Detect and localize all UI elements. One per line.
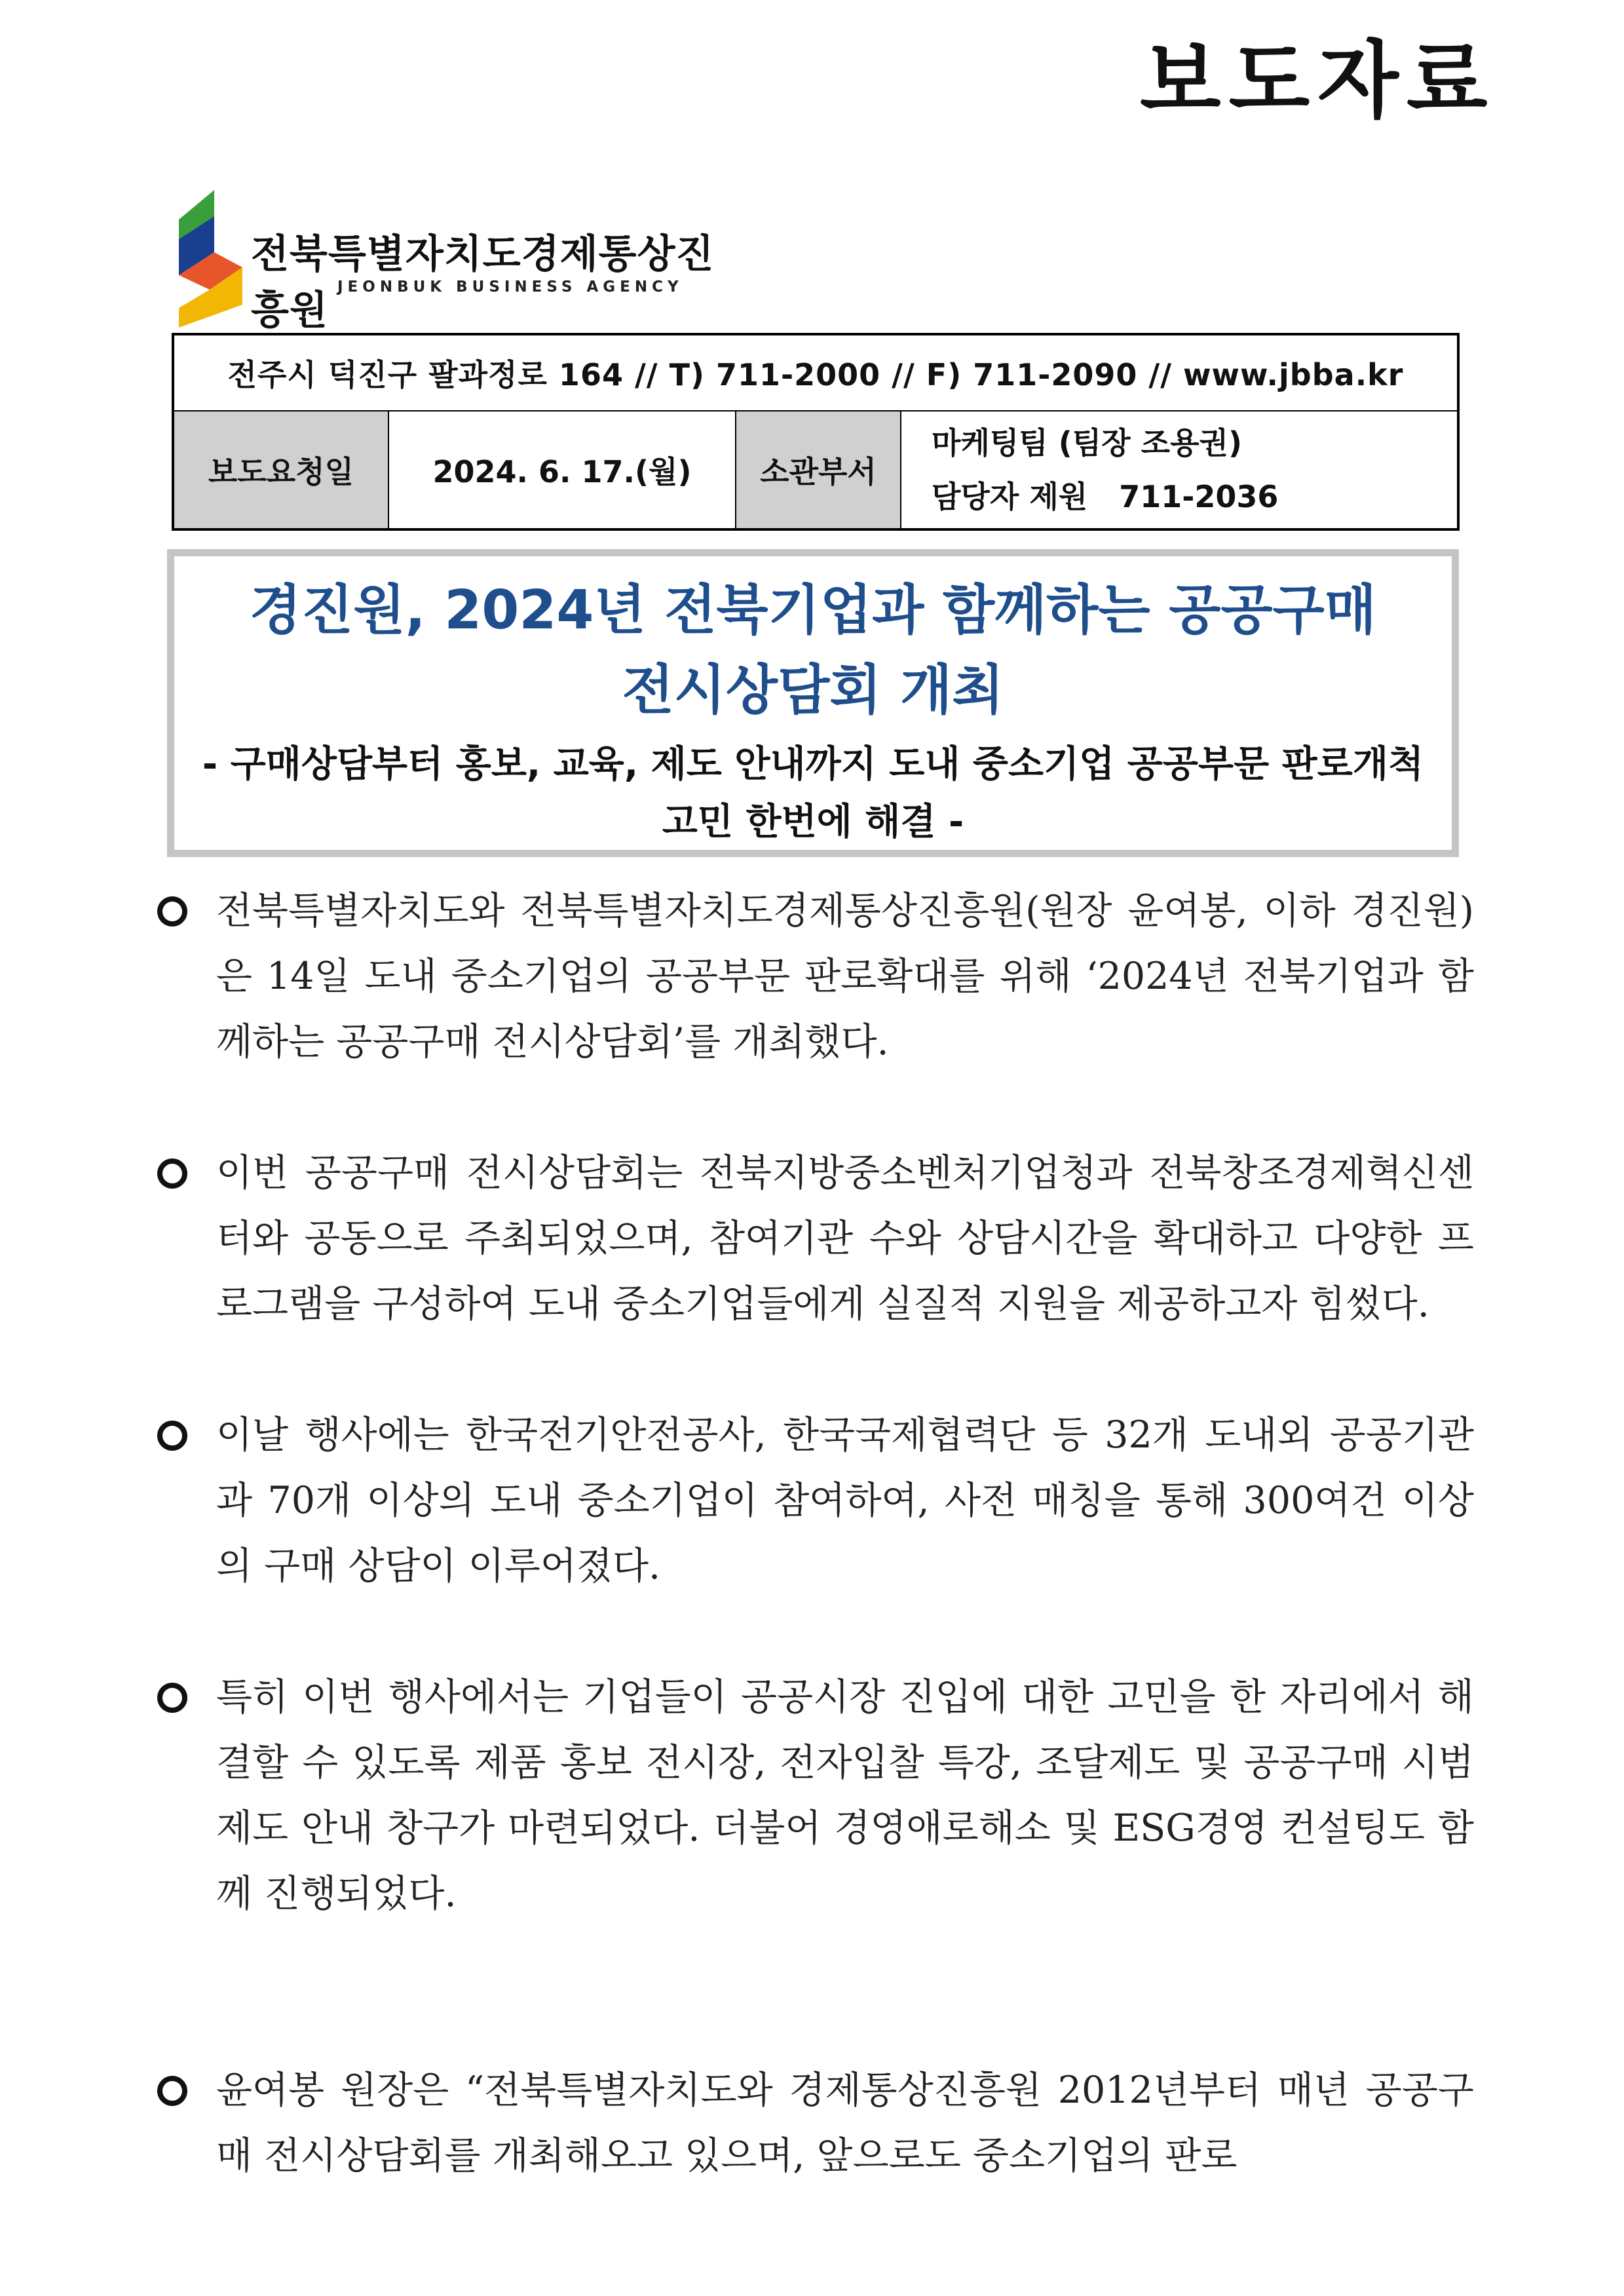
dept-label: 소관부서 bbox=[736, 411, 901, 529]
contact-line: 전주시 덕진구 팔과정로 164 // T) 711-2000 // F) 711-2090 // www.jbba.kr bbox=[173, 334, 1458, 411]
subheadline-line-2: 고민 한번에 해결 - bbox=[662, 801, 964, 843]
paragraph-text: 이번 공공구매 전시상담회는 전북지방중소벤처기업청과 전북창조경제혁신센터와 공동으로 주최되었으며, 참여기관 수와 상담시간을 확대하고 다양한 프로그램을 구성하여 도내 중소기업들에게 실질적 지원을 제공하고자 힘썼다. bbox=[216, 1151, 1474, 1326]
circle-bullet-icon bbox=[157, 896, 187, 927]
agency-logo bbox=[174, 190, 737, 334]
release-info-table bbox=[172, 333, 1460, 531]
paragraph bbox=[157, 1402, 1474, 1599]
paragraph bbox=[157, 2057, 1474, 2189]
subheadline-line-1: - 구매상담부터 홍보, 교육, 제도 안내까지 도내 중소기업 공공부문 판로개척 bbox=[202, 743, 1424, 786]
circle-bullet-icon bbox=[157, 1158, 187, 1189]
press-release-title: 보도자료 bbox=[1140, 32, 1496, 130]
paragraph-text: 특히 이번 행사에서는 기업들이 공공시장 진입에 대한 고민을 한 자리에서 해결할 수 있도록 제품 홍보 전시장, 전자입찰 특강, 조달제도 및 공공구매 시범제도 안내 창구가 마련되었다. 더불어 경영애로해소 및 ESG경영 컨설팅도 함께 진행되었다. bbox=[216, 1675, 1474, 1915]
headline-line-1: 경진원, 2024년 전북기업과 함께하는 공공구매 bbox=[249, 579, 1377, 641]
agency-name-en: JEONBUK BUSINESS AGENCY bbox=[337, 278, 683, 296]
date-value: 2024. 6. 17.(월) bbox=[388, 411, 736, 529]
circle-bullet-icon bbox=[157, 2076, 187, 2106]
headline-box bbox=[167, 549, 1459, 857]
dept-info bbox=[901, 411, 1458, 529]
dept-team: 마케팅팀 (팀장 조용권) bbox=[932, 425, 1243, 461]
paragraph bbox=[157, 1664, 1474, 1926]
article-body bbox=[157, 878, 1474, 2189]
paragraph-text: 윤여봉 원장은 “전북특별자치도와 경제통상진흥원 2012년부터 매년 공공구매 전시상담회를 개최해오고 있으며, 앞으로도 중소기업의 판로 bbox=[216, 2069, 1474, 2177]
paragraph-text: 이날 행사에는 한국전기안전공사, 한국국제협력단 등 32개 도내외 공공기관과 70개 이상의 도내 중소기업이 참여하여, 사전 매칭을 통해 300여건 이상의 구매 상담이 이루어졌다. bbox=[216, 1413, 1474, 1588]
agency-logo-icon bbox=[174, 190, 246, 328]
date-label: 보도요청일 bbox=[173, 411, 388, 529]
subheadline bbox=[174, 736, 1452, 851]
agency-name-ko: 전북특별자치도경제통상진흥원 bbox=[251, 231, 715, 334]
headline-line-2: 전시상담회 개최 bbox=[622, 659, 1004, 721]
paragraph bbox=[157, 1140, 1474, 1337]
paragraph bbox=[157, 878, 1474, 1075]
paragraph-text: 전북특별자치도와 전북특별자치도경제통상진흥원(원장 윤여봉, 이하 경진원)은 14일 도내 중소기업의 공공부문 판로확대를 위해 ‘2024년 전북기업과 함께하는 공공구매 전시상담회’를 개최했다. bbox=[216, 889, 1474, 1063]
circle-bullet-icon bbox=[157, 1683, 187, 1713]
circle-bullet-icon bbox=[157, 1421, 187, 1451]
dept-contact: 담당자 제원 711-2036 bbox=[932, 479, 1279, 514]
